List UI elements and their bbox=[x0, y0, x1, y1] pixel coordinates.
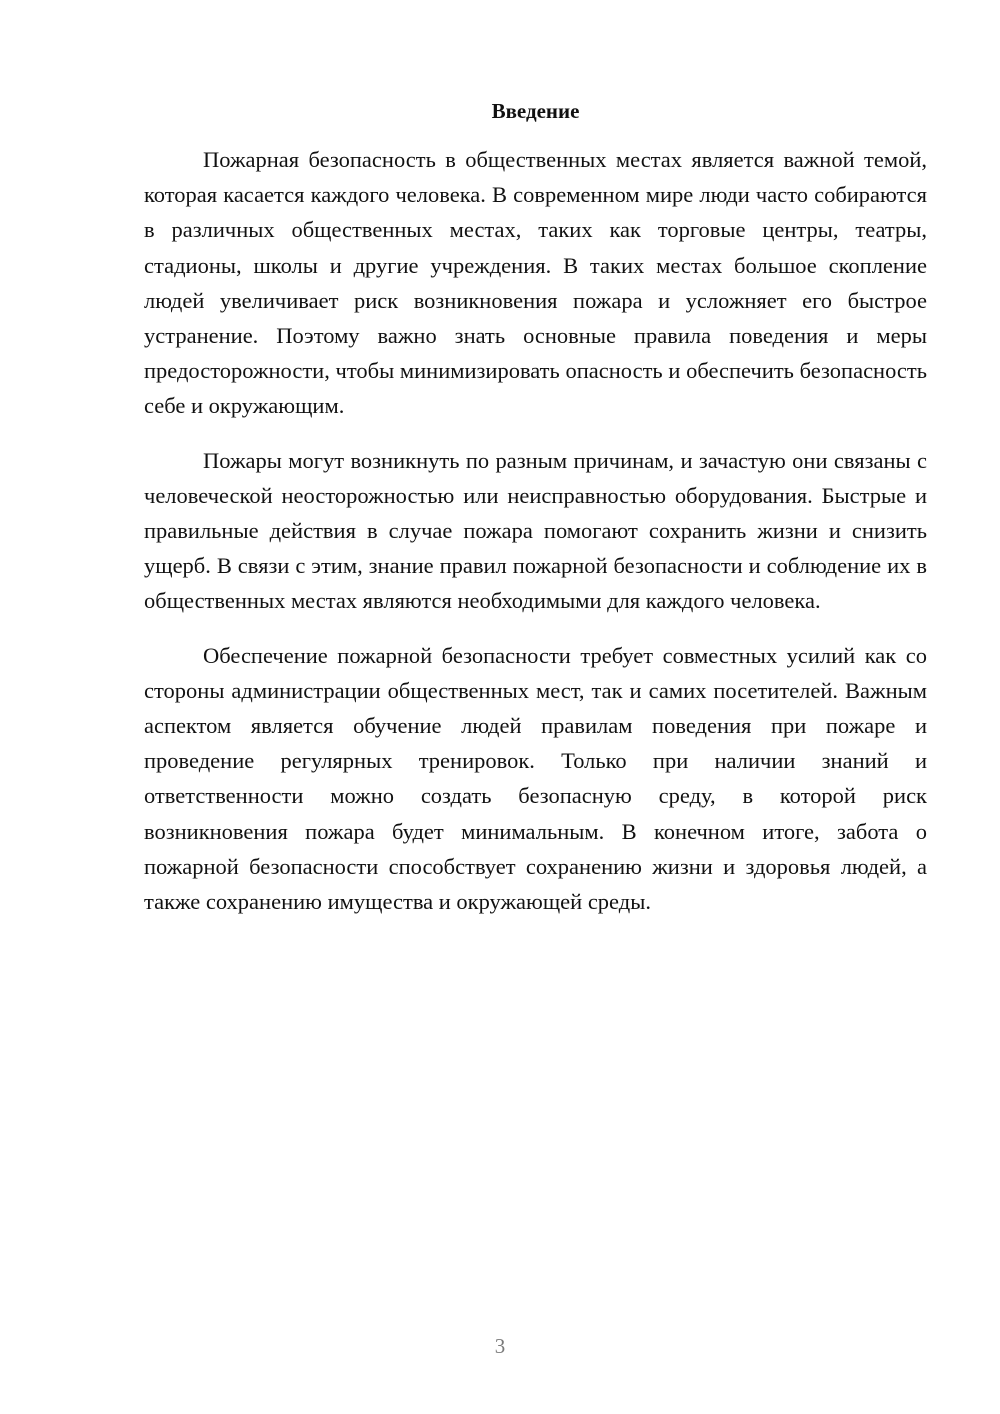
paragraph-3: Обеспечение пожарной безопасности требует совместных усилий как со стороны администрации общественных мест, так и самих посетителей. Важным аспектом является обучение людей правилам поведения при пожаре и проведение регулярных тренировок. Только при наличии знаний и ответственности можно создать безопасную среду, в которой риск возникновения пожара будет минимальным. В конечном итоге, забота о пожарной безопасности способствует сохранению жизни и здоровья людей, а также сохранению имущества и окружающей среды. bbox=[144, 642, 927, 915]
paragraph-2: Пожары могут возникнуть по разным причинам, и зачастую они связаны с человеческой неосторожностью или неисправностью оборудования. Быстрые и правильные действия в случае пожара помогают сохранить жизни и снизить ущерб. В связи с этим, знание правил пожарной безопасности и соблюдение их в общественных местах являются необходимыми для каждого человека. bbox=[144, 447, 927, 614]
page-number: 3 bbox=[494, 1334, 506, 1358]
paragraph-1: Пожарная безопасность в общественных местах является важной темой, которая касается каждого человека. В современном мире люди часто собираются в различных общественных местах, таких как торговые центры, театры, стадионы, школы и другие учреждения. В таких местах большое скопление людей увеличивает риск возникновения пожара и усложняет его быстрое устранение. Поэтому важно знать основные правила поведения и меры предосторожности, чтобы минимизировать опасность и обеспечить безопасность себе и окружающим. bbox=[144, 147, 927, 419]
page-content bbox=[144, 96, 927, 938]
section-heading: Введение bbox=[491, 99, 580, 123]
